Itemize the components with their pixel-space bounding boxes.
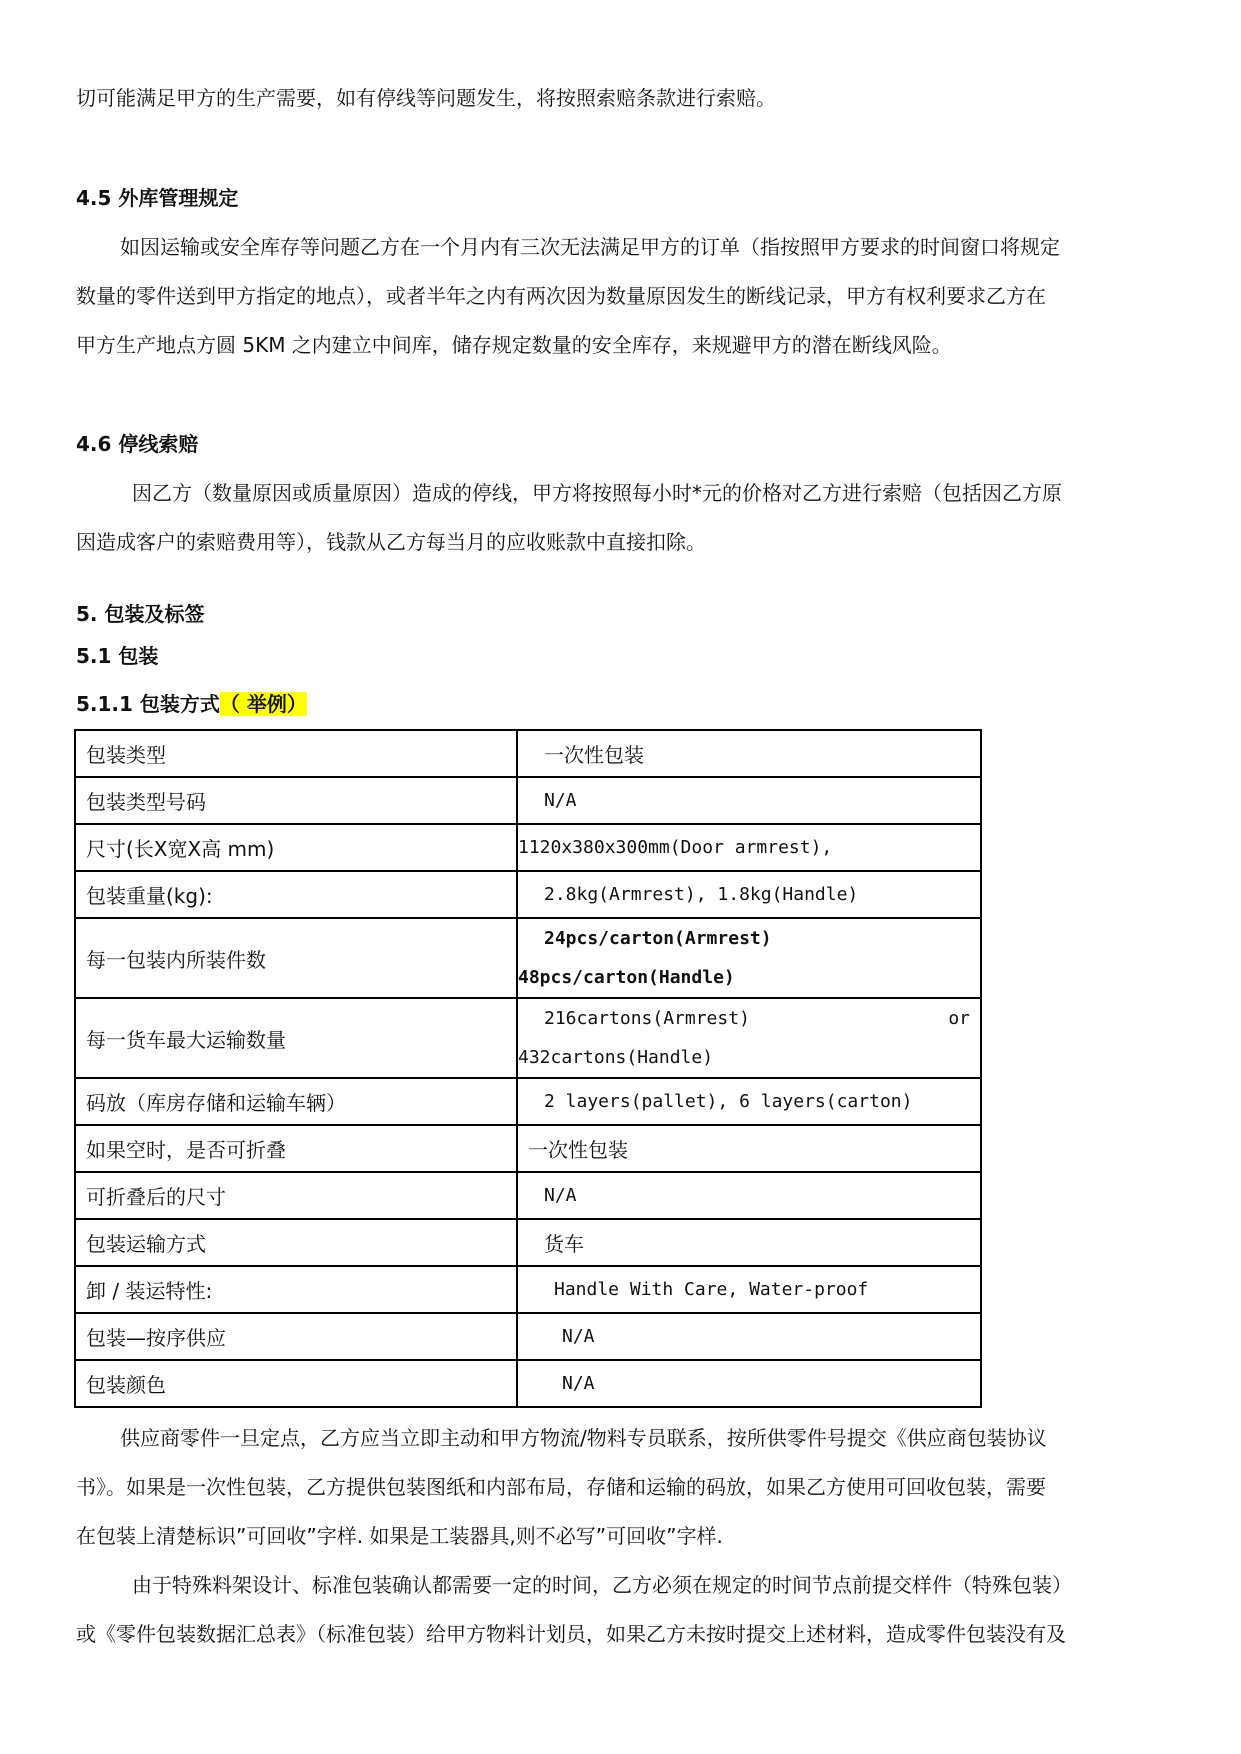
row-value (517, 918, 981, 998)
after-table-line-4: 由于特殊料架设计、标准包装确认都需要一定的时间，乙方必须在规定的时间节点前提交样件（特殊包装） (132, 1573, 1072, 1597)
after-table-line-2: 书》。如果是一次性包装，乙方提供包装图纸和内部布局，存储和运输的码放，如果乙方使用可回收包装，需要 (76, 1475, 1046, 1499)
row-value: N/A (517, 1313, 981, 1360)
section-5-1-heading: 5.1 包装 (76, 644, 159, 668)
row-value-line-2: 48pcs/carton(Handle) (518, 967, 735, 988)
row-label: 包装颜色 (75, 1360, 517, 1407)
row-label: 包装—按序供应 (75, 1313, 517, 1360)
section-4-6-line-1: 因乙方（数量原因或质量原因）造成的停线，甲方将按照每小时*元的价格对乙方进行索赔（包括因乙方原 (132, 481, 1062, 505)
section-4-5-heading: 4.5 外库管理规定 (76, 186, 239, 210)
row-value: 货车 (517, 1219, 981, 1266)
row-value: Handle With Care, Water-proof (517, 1266, 981, 1313)
section-4-6-heading: 4.6 停线索赔 (76, 432, 199, 456)
section-4-5-line-3: 甲方生产地点方圆 5KM 之内建立中间库，储存规定数量的安全库存，来规避甲方的潜在断线风险。 (76, 333, 952, 357)
row-value (517, 998, 981, 1078)
row-label: 包装类型 (75, 730, 517, 777)
table-row (75, 1172, 981, 1219)
section-5-1-1-title: 5.1.1 包装方式 (76, 692, 220, 716)
intro-line: 切可能满足甲方的生产需要，如有停线等问题发生，将按照索赔条款进行索赔。 (76, 86, 776, 110)
table-row (75, 1360, 981, 1407)
section-5-heading: 5. 包装及标签 (76, 602, 205, 626)
row-value: 一次性包装 (517, 1125, 981, 1172)
row-label: 可折叠后的尺寸 (75, 1172, 517, 1219)
row-value: 2 layers(pallet), 6 layers(carton) (517, 1078, 981, 1125)
table-row (75, 1313, 981, 1360)
row-value-line-1: 24pcs/carton(Armrest) (544, 928, 772, 949)
row-label: 包装类型号码 (75, 777, 517, 824)
section-4-5-line-1: 如因运输或安全库存等问题乙方在一个月内有三次无法满足甲方的订单（指按照甲方要求的时间窗口将规定 (120, 235, 1060, 259)
table-row (75, 918, 981, 998)
row-value: N/A (517, 1360, 981, 1407)
table-row (75, 1125, 981, 1172)
row-label: 码放（库房存储和运输车辆） (75, 1078, 517, 1125)
after-table-line-1: 供应商零件一旦定点，乙方应当立即主动和甲方物流/物料专员联系，按所供零件号提交《供应商包装协议 (120, 1426, 1047, 1450)
table-row (75, 1219, 981, 1266)
section-4-6-line-2: 因造成客户的索赔费用等），钱款从乙方每当月的应收账款中直接扣除。 (76, 530, 706, 554)
after-table-line-3: 在包装上清楚标识”可回收”字样. 如果是工装器具,则不必写”可回收”字样. (76, 1524, 723, 1548)
row-label: 每一货车最大运输数量 (75, 998, 517, 1078)
section-4-5-line-2: 数量的零件送到甲方指定的地点），或者半年之内有两次因为数量原因发生的断线记录，甲方有权利要求乙方在 (76, 284, 1046, 308)
table-row (75, 998, 981, 1078)
row-label: 每一包装内所装件数 (75, 918, 517, 998)
row-label: 尺寸(长X宽X高 mm) (75, 824, 517, 871)
row-label: 包装重量(kg): (75, 871, 517, 918)
section-5-1-1-heading (76, 690, 307, 718)
after-table-line-5: 或《零件包装数据汇总表》（标准包装）给甲方物料计划员，如果乙方未按时提交上述材料，造成零件包装没有及 (76, 1622, 1066, 1646)
row-value: N/A (517, 777, 981, 824)
table-row (75, 871, 981, 918)
table-row (75, 777, 981, 824)
row-value-line-1 (518, 999, 970, 1038)
row-value: N/A (517, 1172, 981, 1219)
table-row (75, 1266, 981, 1313)
table-row (75, 1078, 981, 1125)
row-label: 包装运输方式 (75, 1219, 517, 1266)
row-value-line-2: 432cartons(Handle) (518, 1047, 714, 1068)
row-value: 1120x380x300mm(Door armrest), (517, 824, 981, 871)
row-value: 一次性包装 (517, 730, 981, 777)
example-highlight: （ 举例） (219, 692, 307, 716)
row-value: 2.8kg(Armrest), 1.8kg(Handle) (517, 871, 981, 918)
table-row (75, 824, 981, 871)
row-value-or: or (948, 1008, 970, 1029)
row-value-armrest: 216cartons(Armrest) (544, 1008, 750, 1029)
table-row (75, 730, 981, 777)
row-label: 如果空时，是否可折叠 (75, 1125, 517, 1172)
row-label: 卸 / 装运特性: (75, 1266, 517, 1313)
packaging-table (74, 729, 982, 1408)
